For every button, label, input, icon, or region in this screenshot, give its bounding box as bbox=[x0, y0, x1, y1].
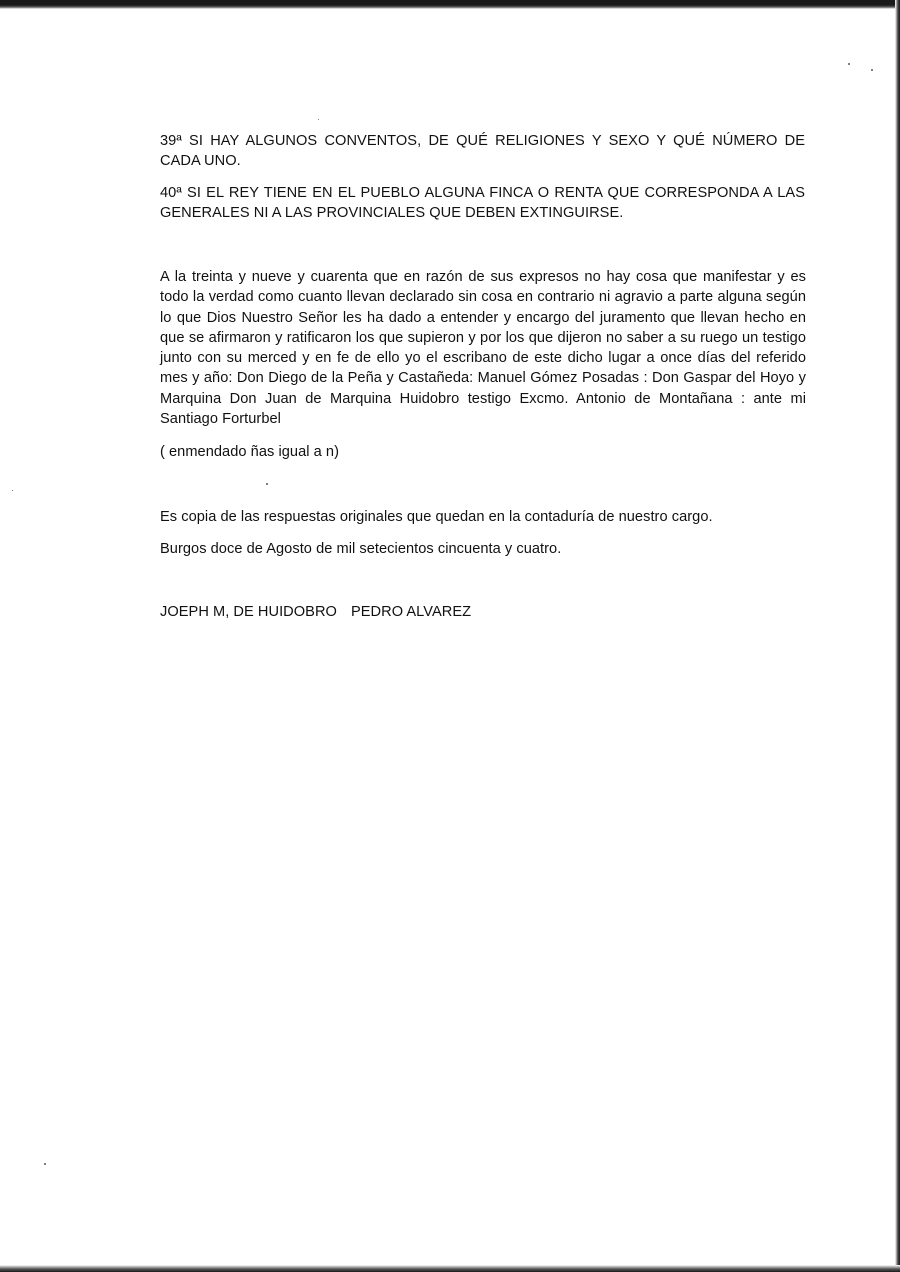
question-40: 40ª SI EL REY TIENE EN EL PUEBLO ALGUNA FINCA O RENTA QUE CORRESPONDA A LAS GENERALES NI A LAS PROVINCIALES QUE DEBEN EXTINGUIRSE. bbox=[160, 185, 805, 222]
signature-huidobro: JOEPH M, DE HUIDOBRO bbox=[160, 604, 337, 620]
place-date: Burgos doce de Agosto de mil setecientos cincuenta y cuatro. bbox=[160, 541, 562, 557]
page-right-edge bbox=[895, 0, 900, 1272]
page-top-edge bbox=[0, 0, 900, 9]
scan-speck bbox=[12, 490, 13, 491]
scan-speck bbox=[848, 63, 850, 65]
question-39: 39ª SI HAY ALGUNOS CONVENTOS, DE QUÉ RELIGIONES Y SEXO Y QUÉ NÚMERO DE CADA UNO. bbox=[160, 133, 805, 170]
scan-speck bbox=[871, 69, 873, 71]
scan-speck bbox=[44, 1163, 46, 1165]
page-bottom-edge bbox=[0, 1265, 900, 1272]
signature-alvarez: PEDRO ALVAREZ bbox=[350, 604, 472, 620]
amendment-note: ( enmendado ñas igual a n) bbox=[160, 444, 339, 460]
scan-speck bbox=[318, 119, 319, 120]
scan-speck bbox=[266, 483, 268, 485]
copy-note: Es copia de las respuestas originales que quedan en la contaduría de nuestro cargo. bbox=[160, 509, 713, 525]
signatures bbox=[160, 602, 471, 622]
answer-paragraph: A la treinta y nueve y cuarenta que en razón de sus expresos no hay cosa que manifestar y es todo la verdad como cuanto llevan declarado sin cosa en contrario ni agravio a parte alguna según lo que Dios Nuestro Señor les ha dado a entender y encargo del juramento que llevan hecho en que se afirmaron y ratificaron los que supieron y por los que dijeron no saber a su ruego un testigo junto con su merced y en fe de ello yo el escribano de este dicho lugar a once días del referido mes y año: Don Diego de la Peña y Castañeda: Manuel Gómez Posadas : Don Gaspar del Hoyo y Marquina Don Juan de Marquina Huidobro testigo Excmo. Antonio de Montañana : ante mi Santiago Forturbel bbox=[160, 269, 806, 428]
